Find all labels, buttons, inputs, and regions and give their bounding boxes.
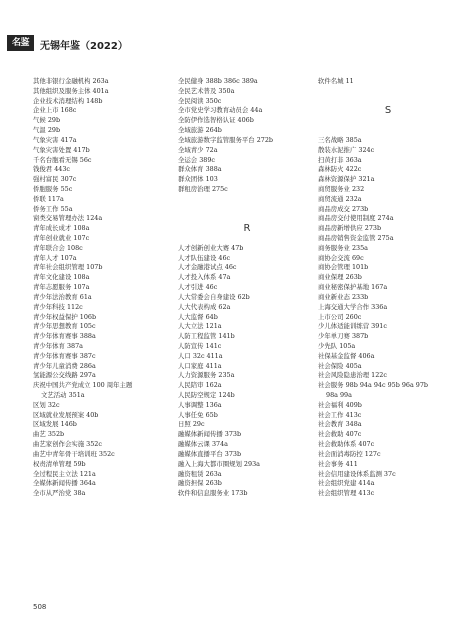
index-entry: 商务服务业 235a — [318, 243, 368, 252]
index-entry: 上海交通大学合作 336a — [318, 302, 388, 311]
index-entry: 社会风险隐患治理 122c — [318, 371, 387, 380]
index-entry: 企业技术消理结构 148b — [33, 96, 103, 105]
index-entry: 青年志愿服务 107a — [33, 283, 90, 292]
index-section-letter: R — [243, 224, 251, 234]
index-entry: 社会事务 411 — [318, 459, 358, 468]
index-entry: 散装水泥推广 324c — [318, 145, 375, 154]
index-entry: 人才队伍建设 46c — [178, 253, 231, 262]
index-entry: 三名战略 385a — [318, 135, 362, 144]
index-entry: 人民陪审 162a — [178, 381, 222, 390]
index-entry: 商品房交付使用制度 274a — [318, 214, 394, 223]
index-entry: 软件名城 11 — [318, 77, 354, 85]
index-entry: 青少年体育赛事 388a — [33, 332, 96, 341]
index-entry: 商业保理 263b — [318, 273, 362, 282]
index-entry: 融资租赁 263a — [178, 469, 222, 478]
index-entry: 青少年儿童消费 286a — [33, 361, 96, 370]
index-entry: 少年单刀赛 387b — [318, 332, 369, 341]
index-entry: 人口家庭 411a — [178, 361, 222, 370]
index-entry: 商贸流通 232a — [318, 194, 362, 203]
index-entry: 氢能源公交线路 297a — [33, 371, 96, 380]
index-entry: 社会服务 98b 94a 94c 95b 96a 97b — [318, 381, 429, 390]
spacer — [178, 205, 316, 215]
index-entry: 庆祝中国共产党成立 100 周年主题 — [33, 381, 133, 390]
index-entry: 青少年思想教育 105c — [33, 322, 96, 331]
index-entry: 钱俊君 443c — [33, 165, 70, 174]
spacer — [178, 214, 316, 224]
index-entry: 全域青少 72a — [178, 145, 218, 154]
index-entry: 全防伊作选智格认证 406b — [178, 116, 254, 125]
index-entry: 人才投入体系 47a — [178, 273, 231, 282]
index-entry: 扫黄打非 363a — [318, 155, 362, 164]
index-entry: 人事调整 136a — [178, 400, 222, 409]
index-entry: 群租房治理 275c — [178, 184, 228, 193]
index-entry: 青年成长成才 108a — [33, 224, 90, 233]
index-entry: 森林防火 422c — [318, 165, 362, 174]
index-entry: 人大代表构成 62a — [178, 302, 231, 311]
index-column-2 — [178, 77, 316, 499]
index-entry: 青年文化建设 108a — [33, 273, 90, 282]
index-entry: 人防工程监管 141b — [178, 332, 235, 341]
index-entry: 社保基金监督 406a — [318, 351, 375, 360]
index-entry: 人防宣传 141c — [178, 341, 222, 350]
page-header — [0, 0, 468, 60]
index-entry: 商品房销售资金监管 275a — [318, 234, 394, 242]
index-entry: 文艺活动 351a — [41, 391, 85, 399]
index-entry: 融资担保 263b — [178, 479, 222, 488]
index-entry: 社会福利 409b — [318, 400, 362, 409]
index-entry: 青少年权益保护 106b — [33, 312, 97, 321]
index-entry: 社会面消毒防控 127c — [318, 449, 381, 458]
index-entry: 青少年科技 112c — [33, 302, 83, 311]
index-entry: 上市公司 260c — [318, 312, 362, 321]
index-entry: 权责清单管理 59b — [33, 459, 86, 468]
index-column-3 — [318, 77, 458, 499]
index-entry: 融入上海大都市圈规划 293a — [178, 459, 260, 468]
index-entry: 窗类交易管理办法 124a — [33, 214, 103, 223]
index-entry: 全民阅读 350c — [178, 96, 222, 105]
yearbook-title: 无锡年鉴（2022） — [40, 41, 128, 52]
index-entry: 气候 29b — [33, 116, 61, 125]
index-entry: 全民艺术普及 350a — [178, 86, 235, 95]
index-entry: 其他组织及服务主体 401a — [33, 86, 109, 95]
index-entry: 区域就业发展预案 40b — [33, 410, 99, 419]
index-entry: 社会救助体系 407c — [318, 440, 375, 449]
index-entry: 群众体育 388a — [178, 165, 222, 174]
index-entry: 商贸服务业 232 — [318, 184, 365, 193]
index-entry: 全民健身 388b 386c 389a — [178, 77, 258, 85]
index-entry: 人才创新创业大赛 47b — [178, 243, 244, 252]
index-entry: 侨务工作 55a — [33, 204, 73, 213]
spacer — [318, 87, 458, 97]
index-entry: 青年联合会 108c — [33, 243, 83, 252]
index-entry: 社会信用建设体系监测 37c — [318, 469, 396, 478]
index-entry: 青年社会组织管理 107b — [33, 263, 103, 272]
index-entry: 全媒体新闻传播 364a — [33, 479, 96, 488]
index-entry: 98a 99a — [326, 391, 352, 399]
index-entry: 全运会 389c — [178, 155, 215, 164]
index-entry: 区域发展 146b — [33, 420, 77, 429]
index-entry: 人民防空规定 124b — [178, 391, 235, 399]
index-entry: 全域旅游数字监管服务平台 272b — [178, 135, 274, 144]
index-entry: 人大常委会自身建设 62b — [178, 292, 250, 301]
index-entry: 气象灾害处置 417b — [33, 145, 90, 154]
index-entry: 群众团体 103 — [178, 175, 218, 184]
index-entry: 人大监督 64b — [178, 312, 218, 321]
index-entry: 人才引进 46c — [178, 283, 218, 292]
page-number: 508 — [33, 603, 47, 611]
index-entry: 区划 32c — [33, 400, 60, 409]
index-entry: 社会救助 407c — [318, 430, 362, 439]
index-entry: 企业上市 168c — [33, 106, 77, 115]
spacer — [318, 126, 458, 136]
index-section-letter: S — [384, 106, 392, 117]
index-entry: 全市从严治党 38a — [33, 489, 86, 498]
spacer — [318, 116, 458, 126]
index-entry: 融媒体云课 374a — [178, 440, 228, 449]
index-entry: 人力资源服务 235a — [178, 371, 235, 380]
index-entry: 社会工作 413c — [318, 410, 362, 419]
index-entry: 商业秘密保护基地 167a — [318, 283, 388, 292]
index-entry: 千名台胞看无锡 56c — [33, 155, 92, 164]
index-entry: 商业新业态 233b — [318, 292, 369, 301]
index-entry: 全市党史学习教育动员会 44a — [178, 106, 263, 115]
index-entry: 商协会管理 101b — [318, 263, 369, 272]
index-entry: 软件和信息服务业 173b — [178, 489, 248, 498]
index-entry: 青年创业就业 107c — [33, 234, 90, 242]
spacer — [178, 234, 316, 244]
index-entry: 人才金融港试点 46c — [178, 263, 237, 272]
index-entry: 气温 29b — [33, 126, 61, 135]
index-entry: 商品房新增供应 273b — [318, 224, 382, 233]
spacer — [318, 97, 458, 107]
index-entry: 曲艺 352b — [33, 430, 65, 439]
index-entry: 少儿体适能训练营 391c — [318, 322, 387, 331]
index-entry: 社会组织管理 413c — [318, 489, 375, 498]
yearbook-logo: 名鉴 — [7, 35, 34, 51]
index-entry: 曲艺中青年骨干培训班 352c — [33, 449, 115, 458]
index-entry: 青年人才 107a — [33, 253, 77, 262]
index-entry: 商品房成交 273b — [318, 204, 369, 213]
index-entry: 社会组织党建 414a — [318, 479, 375, 488]
index-entry: 融媒体新闻传播 373b — [178, 430, 242, 439]
index-entry: 社会教育 348a — [318, 420, 362, 429]
index-entry: 强村富民 307c — [33, 175, 77, 184]
index-entry: 侨联 117a — [33, 194, 64, 203]
index-entry: 全过程民主立法 121a — [33, 469, 96, 478]
index-entry: 侨胞服务 55c — [33, 184, 73, 193]
index-entry: 少先队 105a — [318, 341, 356, 350]
index-column-1 — [33, 77, 173, 499]
index-entry: 其他非银行金融机构 263a — [33, 77, 109, 85]
index-entry: 商协会交流 69c — [318, 253, 364, 262]
index-entry: 全域旅游 264b — [178, 126, 222, 135]
index-entry: 青少年体育 387a — [33, 341, 83, 350]
index-entry: 日照 29c — [178, 420, 205, 429]
index-entry: 人事任免 65b — [178, 410, 218, 419]
index-entry: 社会保险 405a — [318, 361, 362, 370]
index-entry: 青少年法治教育 61a — [33, 292, 92, 301]
index-entry: 青少年体育赛事 387c — [33, 351, 96, 360]
index-entry: 融媒体直播平台 373b — [178, 449, 242, 458]
index-entry: 曲艺家创作会实施 352c — [33, 440, 102, 449]
index-entry: 气象灾害 417a — [33, 135, 77, 144]
index-entry: 人大立法 121a — [178, 322, 222, 331]
index-entry: 森林资源保护 321a — [318, 175, 375, 184]
index-entry: 人口 32c 411a — [178, 351, 223, 360]
spacer — [178, 195, 316, 205]
